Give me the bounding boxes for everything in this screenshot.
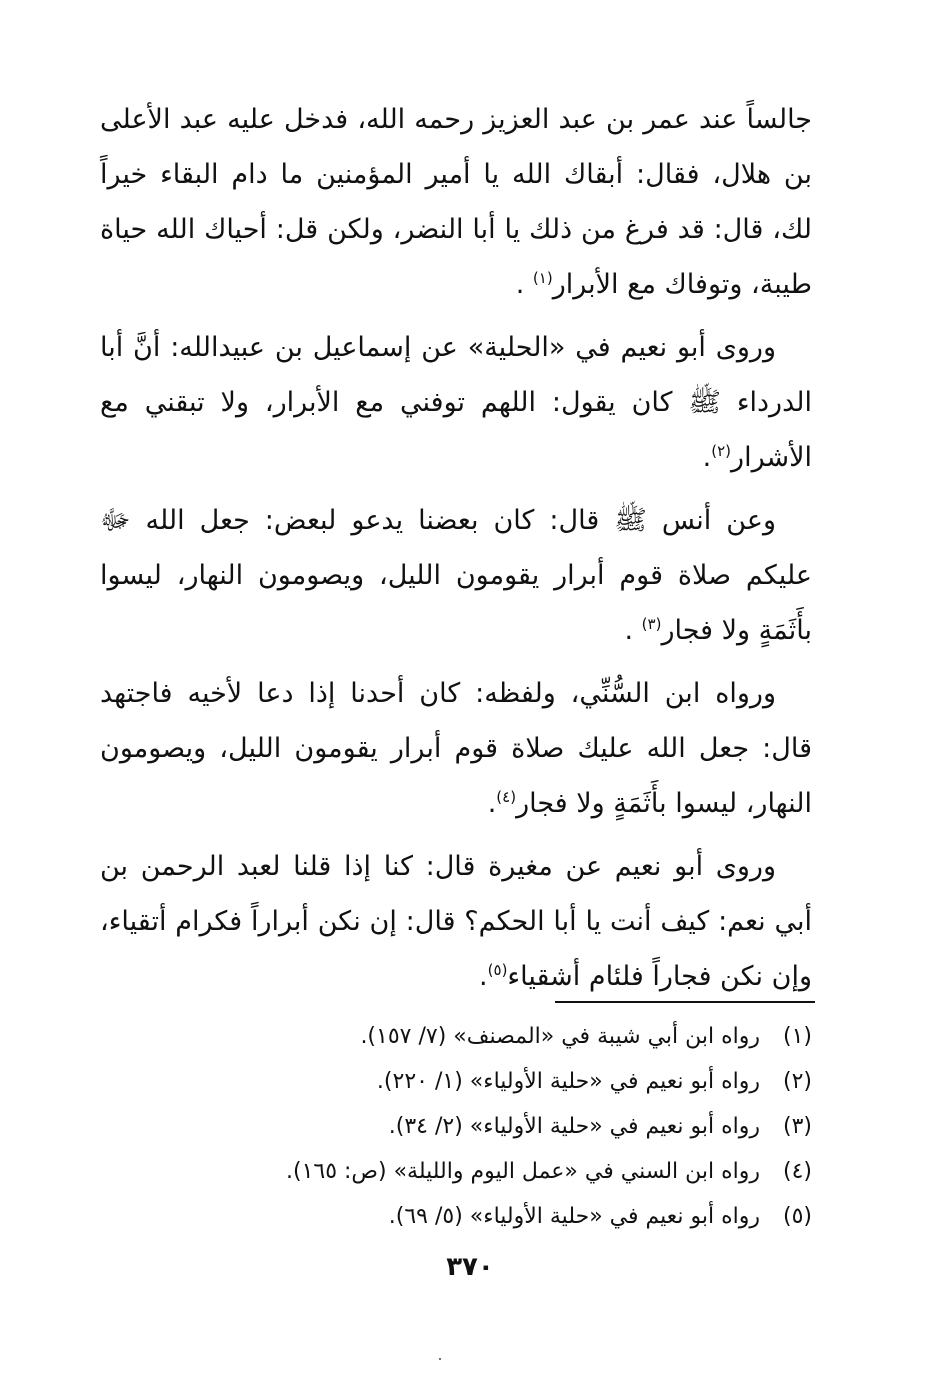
footnotes <box>100 1014 812 1239</box>
footnote-text: رواه أبو نعيم في «حلية الأولياء» (٥/ ٦٩). <box>388 1204 760 1229</box>
footnote-divider <box>555 1001 815 1003</box>
footnote-text: رواه ابن السني في «عمل اليوم والليلة» (ص: ١٦٥). <box>285 1159 760 1184</box>
footnote-5 <box>100 1194 812 1239</box>
paragraph-text: وروى أبو نعيم عن مغيرة قال: كنا إذا قلنا لعبد الرحمن بن أبي نعم: كيف أنت يا أبا الحكم؟ قال: إن نكن أبراراً فكرام أتقياء، وإن نكن فجاراً فلئام أشقياء <box>100 851 812 992</box>
footnote-text: رواه أبو نعيم في «حلية الأولياء» (١/ ٢٢٠). <box>376 1069 760 1094</box>
footnote-1 <box>100 1014 812 1059</box>
paragraph-3 <box>100 493 812 658</box>
main-text <box>100 92 812 1012</box>
footnote-text: رواه ابن أبي شيبة في «المصنف» (٧/ ١٥٧). <box>360 1024 760 1049</box>
paragraph-text: وعن أنس ﷺ قال: كان بعضنا يدعو لبعض: جعل الله ﷻ عليكم صلاة قوم أبرار يقومون الليل، ويصومون النهار، ليسوا بأَثَمَةٍ ولا فجار <box>100 505 812 646</box>
footnote-number: (٥) <box>782 1204 812 1229</box>
paragraph-text: وروى أبو نعيم في «الحلية» عن إسماعيل بن عبيدالله: أنَّ أبا الدرداء ﷺ كان يقول: اللهم توفني مع الأبرار، ولا تبقني مع الأشرار <box>100 332 812 473</box>
footnote-3 <box>100 1104 812 1149</box>
footnote-number: (١) <box>782 1024 812 1049</box>
footnote-number: (٢) <box>782 1069 812 1094</box>
footnote-marker: (٢) <box>711 442 732 460</box>
footnote-marker: (٥) <box>487 961 508 979</box>
footnote-text: رواه أبو نعيم في «حلية الأولياء» (٢/ ٣٤). <box>388 1114 760 1139</box>
paragraph-4 <box>100 666 812 831</box>
footnote-number: (٣) <box>782 1114 812 1139</box>
footnote-2 <box>100 1059 812 1104</box>
paragraph-text: جالساً عند عمر بن عبد العزيز رحمه الله، فدخل عليه عبد الأعلى بن هلال، فقال: أبقاك الله يا أمير المؤمنين ما دام البقاء خيراً لك، قال: قد فرغ من ذلك يا أبا النضر، ولكن قل: أحياك الله حياة طيبة، وتوفاك مع الأبرار <box>100 104 812 300</box>
footnote-4 <box>100 1149 812 1194</box>
paragraph-text: ورواه ابن السُّنِّي، ولفظه: كان أحدنا إذا دعا لأخيه فاجتهد قال: جعل الله عليك صلاة قوم أبرار يقومون الليل، ويصومون النهار، ليسوا بأَثَمَةٍ ولا فجار <box>100 678 812 819</box>
footnote-marker: (١) <box>532 269 553 287</box>
footnote-marker: (٣) <box>641 615 662 633</box>
paragraph-2 <box>100 320 812 485</box>
page-number: ٣٧٠ <box>446 1252 494 1282</box>
scan-speck <box>439 1358 441 1360</box>
paragraph-end: . <box>487 788 497 819</box>
paragraph-end: . <box>515 269 525 300</box>
paragraph-1 <box>100 92 812 312</box>
footnote-marker: (٤) <box>496 788 517 806</box>
paragraph-end: . <box>702 442 712 473</box>
paragraph-5 <box>100 839 812 1004</box>
footnote-number: (٤) <box>782 1159 812 1184</box>
paragraph-end: . <box>624 615 634 646</box>
paragraph-end: . <box>479 961 488 992</box>
